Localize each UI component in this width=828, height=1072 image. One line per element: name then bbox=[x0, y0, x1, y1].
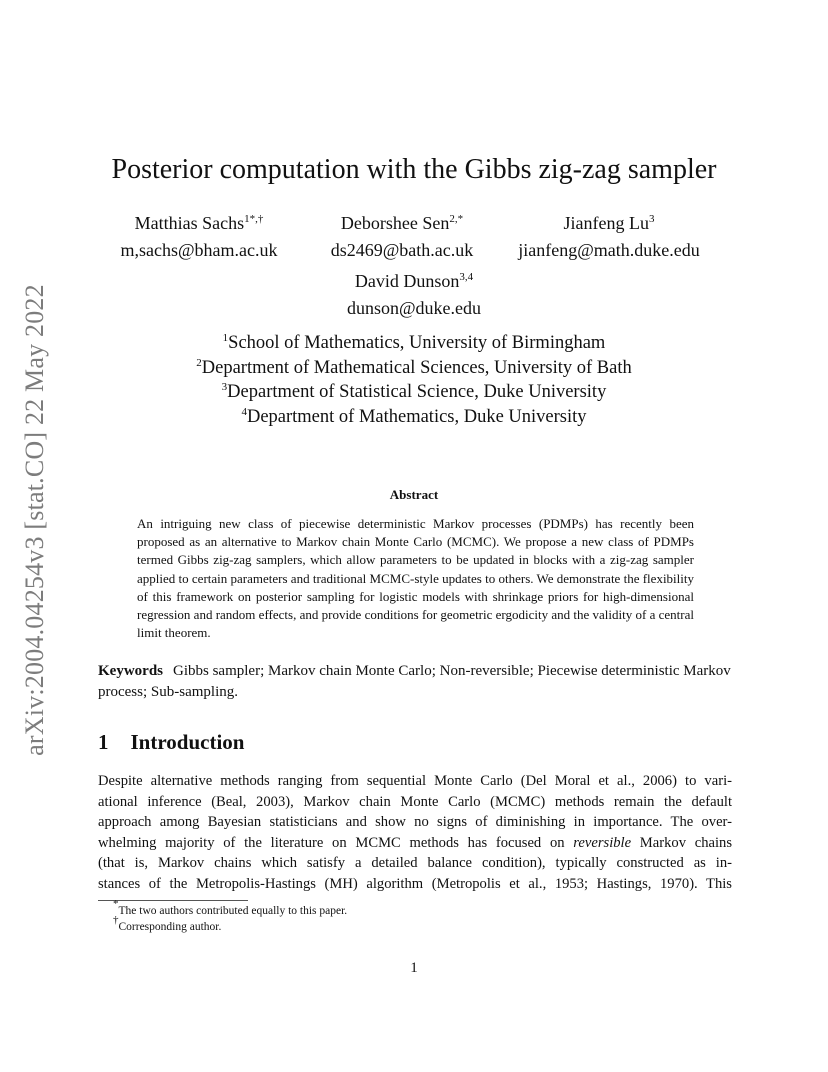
emphasis-reversible: reversible bbox=[573, 834, 632, 851]
intro-line: stances of the Metropolis-Hastings (MH) algorithm (Metropolis et al., 1953; Hastings, 1970). This bbox=[98, 875, 732, 892]
author-name: Jianfeng Lu bbox=[563, 213, 649, 233]
author-block-3 bbox=[505, 210, 713, 264]
author-name: David Dunson bbox=[354, 271, 460, 291]
author-affiliation-marks: 1*,† bbox=[244, 213, 264, 225]
paper-title: Posterior computation with the Gibbs zig-zag sampler bbox=[111, 154, 717, 185]
keywords bbox=[98, 661, 732, 703]
section-number: 1 bbox=[98, 730, 109, 754]
author-block-1 bbox=[104, 210, 294, 264]
affiliations bbox=[0, 331, 828, 429]
author-affiliation-marks: 3 bbox=[648, 213, 655, 225]
footnote-equal-contribution: *The two authors contributed equally to this paper. bbox=[113, 898, 348, 917]
intro-line: (that is, Markov chains which satisfy a detailed balance condition), typically constructed as in- bbox=[98, 855, 732, 872]
affiliation-2: $^2$Department of Mathematical Sciences, University of Bath bbox=[196, 356, 632, 378]
author-block-2 bbox=[312, 210, 492, 264]
intro-line: ational inference (Beal, 2003), Markov chain Monte Carlo (MCMC) methods remain the default bbox=[98, 793, 732, 810]
affiliation-3: $^3$Department of Statistical Science, Duke University bbox=[221, 381, 607, 402]
author-affiliation-marks: 2,* bbox=[449, 213, 464, 225]
intro-line: approach among Bayesian statisticians and show no signs of diminishing in importance. The over- bbox=[98, 814, 732, 831]
author-email: jianfeng@math.duke.edu bbox=[518, 240, 700, 260]
intro-line: whelming majority of the literature on MCMC methods has focused on reversible Markov chains bbox=[98, 834, 732, 851]
author-block-4 bbox=[324, 268, 504, 322]
keywords-label: Keywords bbox=[98, 663, 163, 679]
author-email: m,sachs@bham.ac.uk bbox=[120, 240, 278, 260]
author-name: Matthias Sachs bbox=[134, 213, 245, 233]
section-heading bbox=[98, 730, 244, 755]
affiliation-4: $^4$Department of Mathematics, Duke University bbox=[241, 405, 587, 427]
abstract-heading: Abstract bbox=[389, 487, 439, 502]
author-email: ds2469@bath.ac.uk bbox=[330, 240, 474, 260]
keywords-text: Gibbs sampler; Markov chain Monte Carlo; Non-reversible; Piecewise deterministic Markov process; Sub-sampling. bbox=[98, 663, 731, 700]
introduction-paragraph bbox=[98, 771, 732, 895]
arxiv-identifier-text: arXiv:2004.04254v3 [stat.CO] 22 May 2022 bbox=[20, 284, 49, 756]
footnote-divider bbox=[98, 900, 248, 901]
footnotes bbox=[113, 898, 348, 935]
page-number: 1 bbox=[410, 960, 418, 976]
affiliation-1: $^1$School of Mathematics, University of Birmingham bbox=[222, 332, 606, 353]
author-name: Deborshee Sen bbox=[340, 213, 450, 233]
abstract-text: An intriguing new class of piecewise deterministic Markov processes (PDMPs) has recently been proposed as an alternative to Markov chain Monte Carlo (MCMC). We propose a new class of PDMPs termed Gibbs zig-zag samplers, which allow parameters to be updated in blocks with a zig-zag sampler applied to certain parameters and traditional MCMC-style updates to others. We demonstrate the flexibility of this framework on posterior sampling for logistic models with shrinkage priors for high-dimensional regression and random effects, and provide conditions for geometric ergodicity and the validity of a central limit theorem. bbox=[137, 516, 694, 641]
intro-line: Despite alternative methods ranging from sequential Monte Carlo (Del Moral et al., 2006) to vari- bbox=[98, 773, 732, 789]
section-title: Introduction bbox=[130, 730, 245, 754]
author-email: dunson@duke.edu bbox=[346, 298, 482, 318]
author-affiliation-marks: 3,4 bbox=[459, 271, 474, 283]
footnote-corresponding-author: †Corresponding author. bbox=[113, 914, 222, 933]
